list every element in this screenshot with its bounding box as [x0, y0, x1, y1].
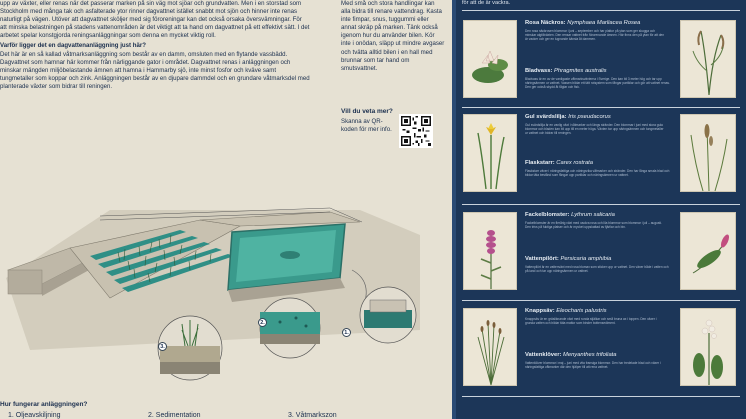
marker-3: 3.: [158, 342, 167, 351]
plant-title-1: Rosa Näckros: Nymphaea Marliacea Rosea: [525, 20, 641, 26]
plant-desc-1: Den rosa näckrosen blommar i juni – september och har plattor på ytan som ger skugga och minskar algtillväxten. Den rensar vattnet från förorenande ämnen. Här finns den på ytan för att den är vacker och ger en lugnande känsla åt dammen.: [525, 29, 665, 42]
plant-title-7: Knappsäv: Eleocharis palustris: [525, 308, 607, 314]
bottom-item-2: 2. Sedimentation: [148, 412, 201, 419]
marker-2: 2.: [258, 318, 267, 327]
section-rule-3: [462, 300, 740, 301]
bottom-item-3: 3. Våtmarkszon: [288, 412, 337, 419]
water-lily-icon: [464, 21, 518, 99]
plant-title-5: Fackelblomster: Lythrum salicaria: [525, 212, 615, 218]
detail-circle-2: [260, 298, 320, 358]
section-rule-2: [462, 204, 740, 205]
plant-desc-2: Bladvass är en av de vanligaste våtmarksväxterna i Sverige. Den kan bli 3 meter hög och tar upp näringsämnen ur vattnet. Vassen bildar ett tätt rotsystem som fångar partiklar och gör att vattnet renas. Den ger också skydd åt fåglar och fisk.: [525, 77, 670, 90]
wetland-illustration: [0, 150, 452, 395]
yellow-iris-icon: [464, 115, 518, 193]
plant-desc-3: Gul svärdslilja är en vanlig växt i våtmarker och längs stränder. Den blommar i juni med stora gula blommor och bladen kan bli upp till en meter höga. Växten tar upp näringsämnen och tungmetaller ur vattnet och bidrar till reningen.: [525, 123, 664, 136]
plant-card-fackelblomster: [463, 212, 517, 290]
why-paragraph: Det här är en så kallad våtmarksanläggning som består av en damm, omsluten med en flytande vassbädd. Dagvattnet som hamnar här kommer från närliggande gator i området. Dagvattnet renas i anläggningen och minskar mängden miljöbelastande ämnen att hamna i Hammarby sjö, inte minst fosfor och kväve samt tungmetaller som koppar och zink. Anläggningen består av en djupare dammdel och en grundare våtmarksdel med planterade växter som bidrar till reningen.: [0, 50, 310, 90]
reed-icon: [681, 21, 737, 99]
right-top-text: för att de är vackra.: [462, 0, 511, 6]
tips-paragraph: Med små och stora handlingar kan alla bidra till renare vattendrag. Kasta inte fimpar, snus, tuggummi eller annat skräp på marken. Tänk också igenom hur du använder bilen. Kör inte i onödan, släpp ut mindre avgaser och tvätta alltid bilen i en hall med brunnar som tar hand om smutsvattnet.: [341, 0, 445, 72]
marker-1: 1.: [342, 328, 351, 337]
plant-card-knappsav: [463, 308, 517, 386]
bottom-heading: Hur fungerar anläggningen?: [0, 401, 88, 408]
plant-card-vattenklover: [680, 308, 736, 386]
why-heading: Varför ligger det en dagvattenanläggning just här?: [0, 42, 146, 50]
purple-loosestrife-icon: [464, 213, 518, 291]
main-text-column: [0, 0, 310, 91]
bogbean-icon: [681, 309, 737, 387]
plant-card-bladvass: [680, 20, 736, 98]
panel-divider: [452, 0, 456, 419]
bottom-item-1: 1. Oljeavskiljning: [8, 412, 61, 419]
right-top-rule: [462, 10, 740, 11]
plant-title-6: Vattenpilört: Persicaria amphibia: [525, 256, 612, 262]
plant-card-rosa-nackros: [463, 20, 517, 98]
intro-paragraph: upp av växter, eller renas när det passerar marken på sin väg mot sjöar och grundvatten. Men i en storstad som Stockholm med många tak och asfalterade ytor rinner dagvattnet istället snabbt mot sjön och hinner inte renas naturligt på vägen. Utöver att dagvattnet sköljer med sig föroreningar kan det också orsaka översvämningar. För att minska belastningen på stadens vattenområden är det viktigt att ta hand om dagvattnet på ett effektivt sätt. I det arbetet spelar konstgjorda reningsanläggningar som denna en mycket viktig roll.: [0, 0, 310, 40]
pond-fish: [280, 251, 300, 259]
plant-desc-8: Vattenklöver blommar i maj – juni med vita fransiga blommor. Den har tredelade blad och växer i näringsfattiga våtmarker där den hjälper till att rena vattnet.: [525, 361, 661, 370]
qr-code[interactable]: [399, 114, 433, 148]
detail-circle-1: [360, 287, 416, 343]
qr-heading: Vill du veta mer?: [341, 108, 393, 115]
plant-card-gul-svardslilja: [463, 114, 517, 192]
plant-desc-7: Knappsäv är en gräsliknande växt med runda stjälkar och små bruna ax i toppen. Den växer i grunda vatten och bildar täta mattor som binder bottensediment.: [525, 317, 657, 326]
qr-text: Skanna av QR-koden för mer info.: [341, 118, 392, 134]
plant-title-8: Vattenklöver: Menyanthes trifoliata: [525, 352, 617, 358]
plant-title-3: Gul svärdslilja: Iris pseudacorus: [525, 114, 611, 120]
plant-card-vattenpilort: [680, 212, 736, 290]
plant-desc-6: Vattenpilört är en vattenväxt med rosa blomax som sticker upp ur vattnet. Den växer både i vatten och på land och tar upp näringsämnen ur vattnet.: [525, 265, 669, 274]
water-knotweed-icon: [681, 213, 737, 291]
section-rule-1: [462, 107, 740, 108]
spike-rush-icon: [464, 309, 518, 387]
detail-circle-3: [158, 316, 222, 380]
plant-card-flaskstarr: [680, 114, 736, 192]
inlet-wall: [8, 270, 42, 294]
plant-title-2: Bladvass: Phragmites australis: [525, 68, 607, 74]
sedge-icon: [681, 115, 737, 193]
section-rule-4: [462, 396, 740, 397]
plant-title-4: Flaskstarr: Carex rostrata: [525, 160, 594, 166]
plant-desc-4: Flaskstarr växer i näringsfattiga och näringsrika våtmarker och stränder. Den har långa smala blad och bildar täta bestånd som fångar upp partiklar och näringsämnen ur vattnet.: [525, 169, 670, 178]
plant-desc-5: Fackelblomster är en flerårig växt med vackra rosa och lila blommor som blommar i juli – augusti. Den trivs på fuktiga platser och är mycket uppskattad av fjärilar och bin.: [525, 221, 662, 230]
